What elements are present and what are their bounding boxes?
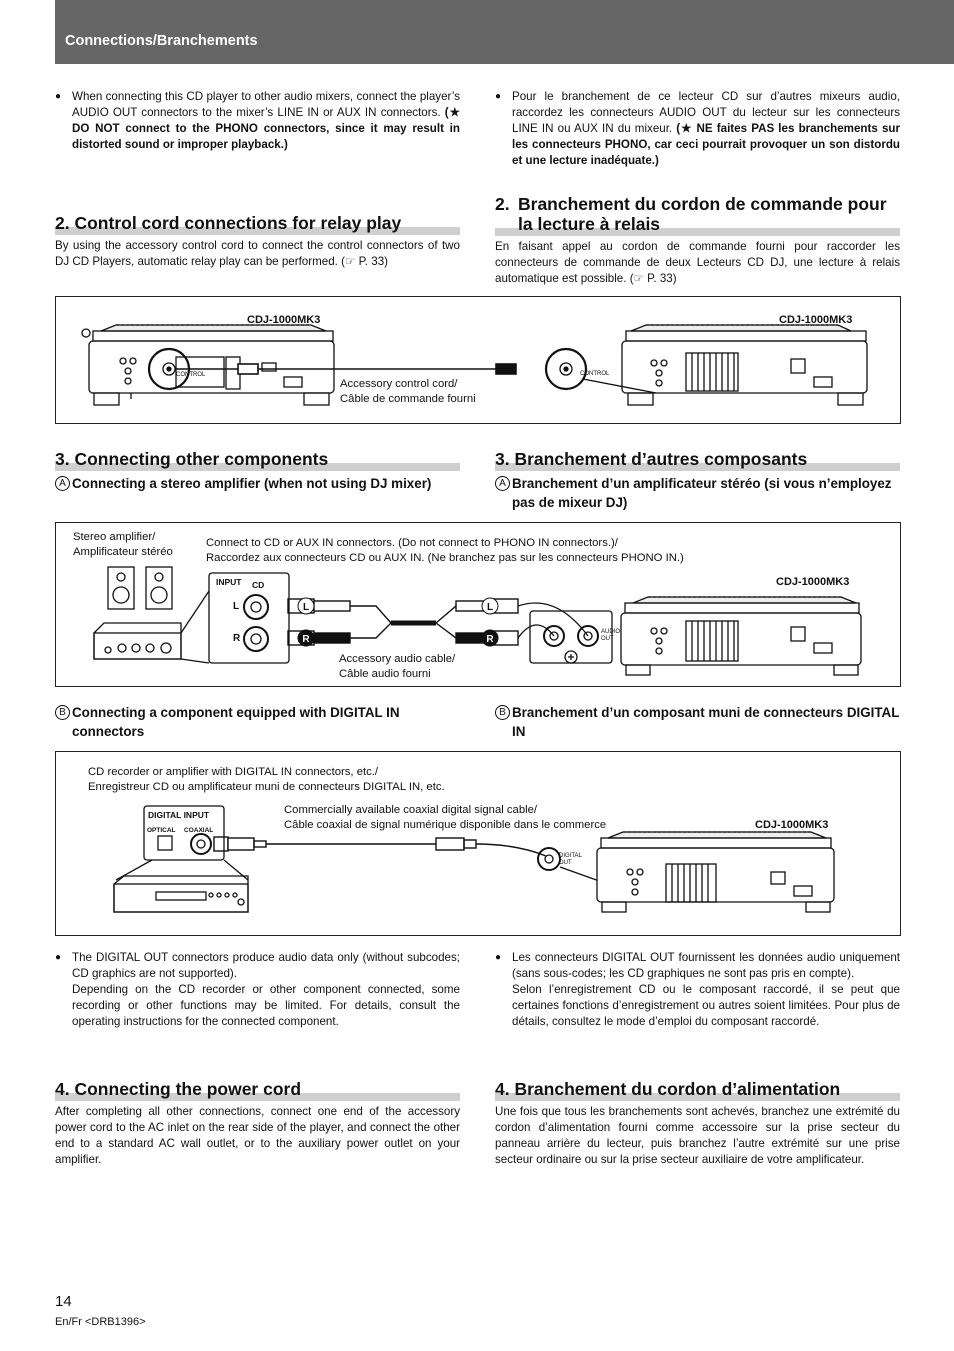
control-label-left: CONTROL [176,372,206,378]
relay-model-right: CDJ-1000MK3 [779,314,853,326]
section2-fr [495,194,900,287]
relay-model-left: CDJ-1000MK3 [247,314,321,326]
coaxial-label: COAXIAL [184,827,214,834]
coax-cable-en: Commercially available coaxial digital signal cable/ [284,804,538,816]
section2-heading-fr: 2. Branchement du cordon de commande pour la lecture à relais [495,194,900,234]
svg-text:R: R [302,634,310,645]
intro-en: ● When connecting this CD player to other audio mixers, connect the player’s AUDIO OUT connectors to the mixer’s LINE IN or AUX IN connectors. (★ DO NOT connect to the PHONO connectors, since it may result in distorted sound or improper playback.) [55,89,460,153]
digital-out-label: DIGITAL OUT [559,853,582,866]
section4-fr [495,1079,900,1168]
svg-text:R: R [486,634,494,645]
amp-label-en: Stereo amplifier/ [73,531,156,543]
section3-heading-en: 3. Connecting other components [55,449,460,469]
digital-diagram [55,751,901,936]
section2-body-en: By using the accessory control cord to connect the control connectors of two DJ CD Players, automatic relay play can be performed. (☞ P. 33) [55,239,460,268]
sub-a-en: A Connecting a stereo amplifier (when not using DJ mixer) [55,474,460,493]
sub-b-en-wrap [55,703,460,741]
section4-body-fr: Une fois que tous les branchements sont achevés, branchez une extrémité du cordon d’alimentation fourni comme accessoire sur la prise secteur du panneau arrière du lecteur, puis branchez l’autre extrémité sur une prise secteur ordinaire ou sur la prise secteur auxiliaire de votre amplificateur. [495,1105,900,1166]
sub-b-fr-wrap [495,703,900,741]
section4-heading-en: 4. Connecting the power cord [55,1079,460,1099]
optical-label: OPTICAL [147,827,176,834]
sub-a-fr: A Branchement d’un amplificateur stéréo (si vous n’employez pas de mixeur DJ) [495,474,900,512]
svg-text:L: L [302,602,310,613]
cord-label-en: Accessory control cord/ [340,378,458,390]
section2-body-fr: En faisant appel au cordon de commande fourni pour raccorder les connecteurs de commande de deux Lecteurs CD DJ, une lecture à relais automatique est possible. (☞ P. 33) [495,240,900,285]
connect-note-fr: Raccordez aux connecteurs CD ou AUX IN. (Ne branchez pas sur les connecteurs PHONO IN.) [206,552,684,564]
intro-fr: ● Pour le branchement de ce lecteur CD sur d’autres mixeurs audio, raccordez les connecteurs AUDIO OUT du lecteur sur les connecteurs LINE IN ou AUX IN du mixeur. (★ NE faites PAS les branchements sur les connecteurs PHONO, car ceci pourrait provoquer un son distordu et une lecture inadéquate.) [495,89,900,169]
audio-out-label: AUDIO OUT [601,629,621,642]
sub-b-en: B Connecting a component equipped with DIGITAL IN connectors [55,703,460,741]
cord-label-fr: Câble de commande fourni [340,393,476,405]
relay-diagram-art [56,297,900,423]
section4-body-en: After completing all other connections, connect one end of the accessory power cord to the AC inlet on the rear side of the player, and connect the other end to a standard AC wall outlet, or to the auxiliary power outlet on your amplifier. [55,1105,460,1166]
amp-diagram-model: CDJ-1000MK3 [776,576,850,588]
section2-heading-en: 2. Control cord connections for relay play [55,213,460,233]
digital-input-label: DIGITAL INPUT [148,810,210,820]
amp-label-fr: Amplificateur stéréo [73,546,173,558]
connect-note-en: Connect to CD or AUX IN connectors. (Do not connect to PHONO IN connectors.)/ [206,537,618,549]
input-label: INPUT [216,577,242,587]
relay-diagram [55,296,901,424]
section4-en [55,1079,460,1168]
section3-en [55,449,460,493]
page-number: 14 [55,1293,72,1310]
document-code: En/Fr <DRB1396> [55,1316,146,1328]
recorder-label-fr: Enregistreur CD ou amplificateur muni de connecteurs DIGITAL IN, etc. [88,781,445,793]
input-l-label: L [233,601,240,612]
coax-cable-fr: Câble coaxial de signal numérique disponible dans le commerce [284,819,607,831]
digital-note-fr: ● Les connecteurs DIGITAL OUT fournissent les données audio uniquement (sans sous-codes; les CD graphiques ne sont pas pris en compte). Selon l’enregistrement CD ou le composant raccordé, il se peut que certaines fonctions d’enregistrement ou autres soient limitées. Pour plus de détails, consultez le mode d’emploi du composant raccordé. [495,950,900,1030]
audio-cable-fr: Câble audio fourni [339,668,431,680]
section-title: Connections/Branchements [65,33,258,49]
digital-diagram-model: CDJ-1000MK3 [755,819,829,831]
recorder-label-en: CD recorder or amplifier with DIGITAL IN connectors, etc./ [88,766,379,778]
control-label-right: CONTROL [580,371,610,377]
audio-cable-en: Accessory audio cable/ [339,653,456,665]
section3-heading-fr: 3. Branchement d’autres composants [495,449,900,469]
section2-en [55,213,460,270]
svg-text:L: L [486,602,494,613]
page-header [55,0,954,64]
cd-label: CD [252,580,265,590]
section4-heading-fr: 4. Branchement du cordon d’alimentation [495,1079,900,1099]
digital-note-en: ● The DIGITAL OUT connectors produce audio data only (without subcodes; CD graphics are not supported). Depending on the CD recorder or other component connected, some recording or other functions may be limited. For details, consult the operating instructions for the connected component. [55,950,460,1030]
section3-fr [495,449,900,512]
input-r-label: R [233,633,241,644]
amplifier-diagram [55,522,901,687]
sub-b-fr: B Branchement d’un composant muni de connecteurs DIGITAL IN [495,703,900,741]
